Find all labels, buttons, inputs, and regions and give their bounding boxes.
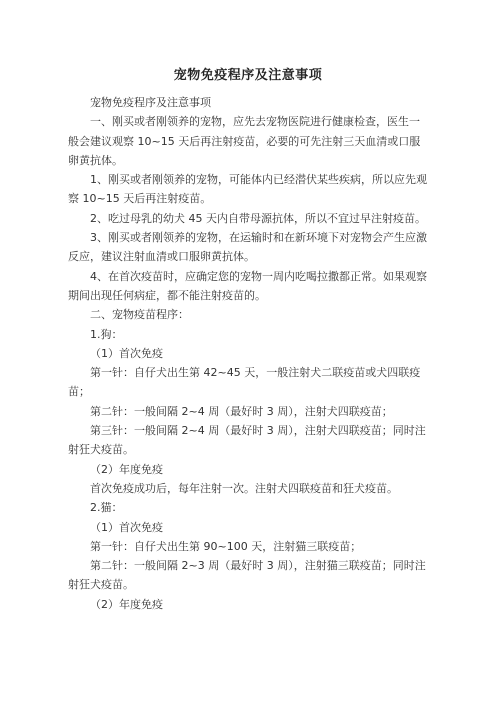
document-body	[68, 93, 430, 614]
paragraph: 第三针：一般间隔 2~4 周（最好时 3 周），注射犬四联疫苗；同时注射狂犬疫苗。	[68, 424, 426, 457]
paragraph: 一、刚买或者刚领养的宠物，应先去宠物医院进行健康检查，医生一般会建议观察 10~15 天后再注射疫苗，必要的可先注射三天血清或口服卵黄抗体。	[68, 115, 421, 167]
paragraph: 第一针：自仔犬出生第 42~45 天，一般注射犬二联疫苗或犬四联疫苗；	[68, 366, 421, 399]
paragraph: 首次免疫成功后，每年注射一次。注射犬四联疫苗和狂犬疫苗。	[90, 481, 398, 495]
paragraph: （2）年度免疫	[90, 462, 163, 476]
paragraph: （2）年度免疫	[90, 597, 163, 611]
paragraph: 第一针：自仔犬出生第 90~100 天，注射猫三联疫苗；	[90, 539, 362, 553]
paragraph: 4、在首次疫苗时，应确定您的宠物一周内吃喝拉撒都正常。如果观察期间出现任何病症，都不能注射疫苗的。	[68, 269, 427, 302]
paragraph: 2.猫：	[90, 501, 123, 515]
paragraph: 3、刚买或者刚领养的宠物，在运输时和在新环境下对宠物会产生应激反应，建议注射血清或口服卵黄抗体。	[68, 231, 427, 264]
paragraph: 1.狗：	[90, 327, 123, 341]
document-title: 宠物免疫程序及注意事项	[173, 68, 323, 83]
paragraph: 第二针：一般间隔 2~3 周（最好时 3 周），注射猫三联疫苗；同时注射狂犬疫苗。	[68, 559, 426, 592]
paragraph: （1）首次免疫	[90, 520, 163, 534]
paragraph: 2、吃过母乳的幼犬 45 天内自带母源抗体，所以不宜过早注射疫苗。	[90, 211, 426, 225]
paragraph: 宠物免疫程序及注意事项	[90, 96, 211, 109]
paragraph: （1）首次免疫	[90, 346, 163, 360]
paragraph: 二、宠物疫苗程序：	[90, 308, 189, 322]
paragraph: 第二针：一般间隔 2~4 周（最好时 3 周），注射犬四联疫苗；	[90, 404, 393, 418]
paragraph: 1、刚买或者刚领养的宠物，可能体内已经潜伏某些疾病，所以应先观察 10~15 天后再注射疫苗。	[68, 173, 427, 206]
